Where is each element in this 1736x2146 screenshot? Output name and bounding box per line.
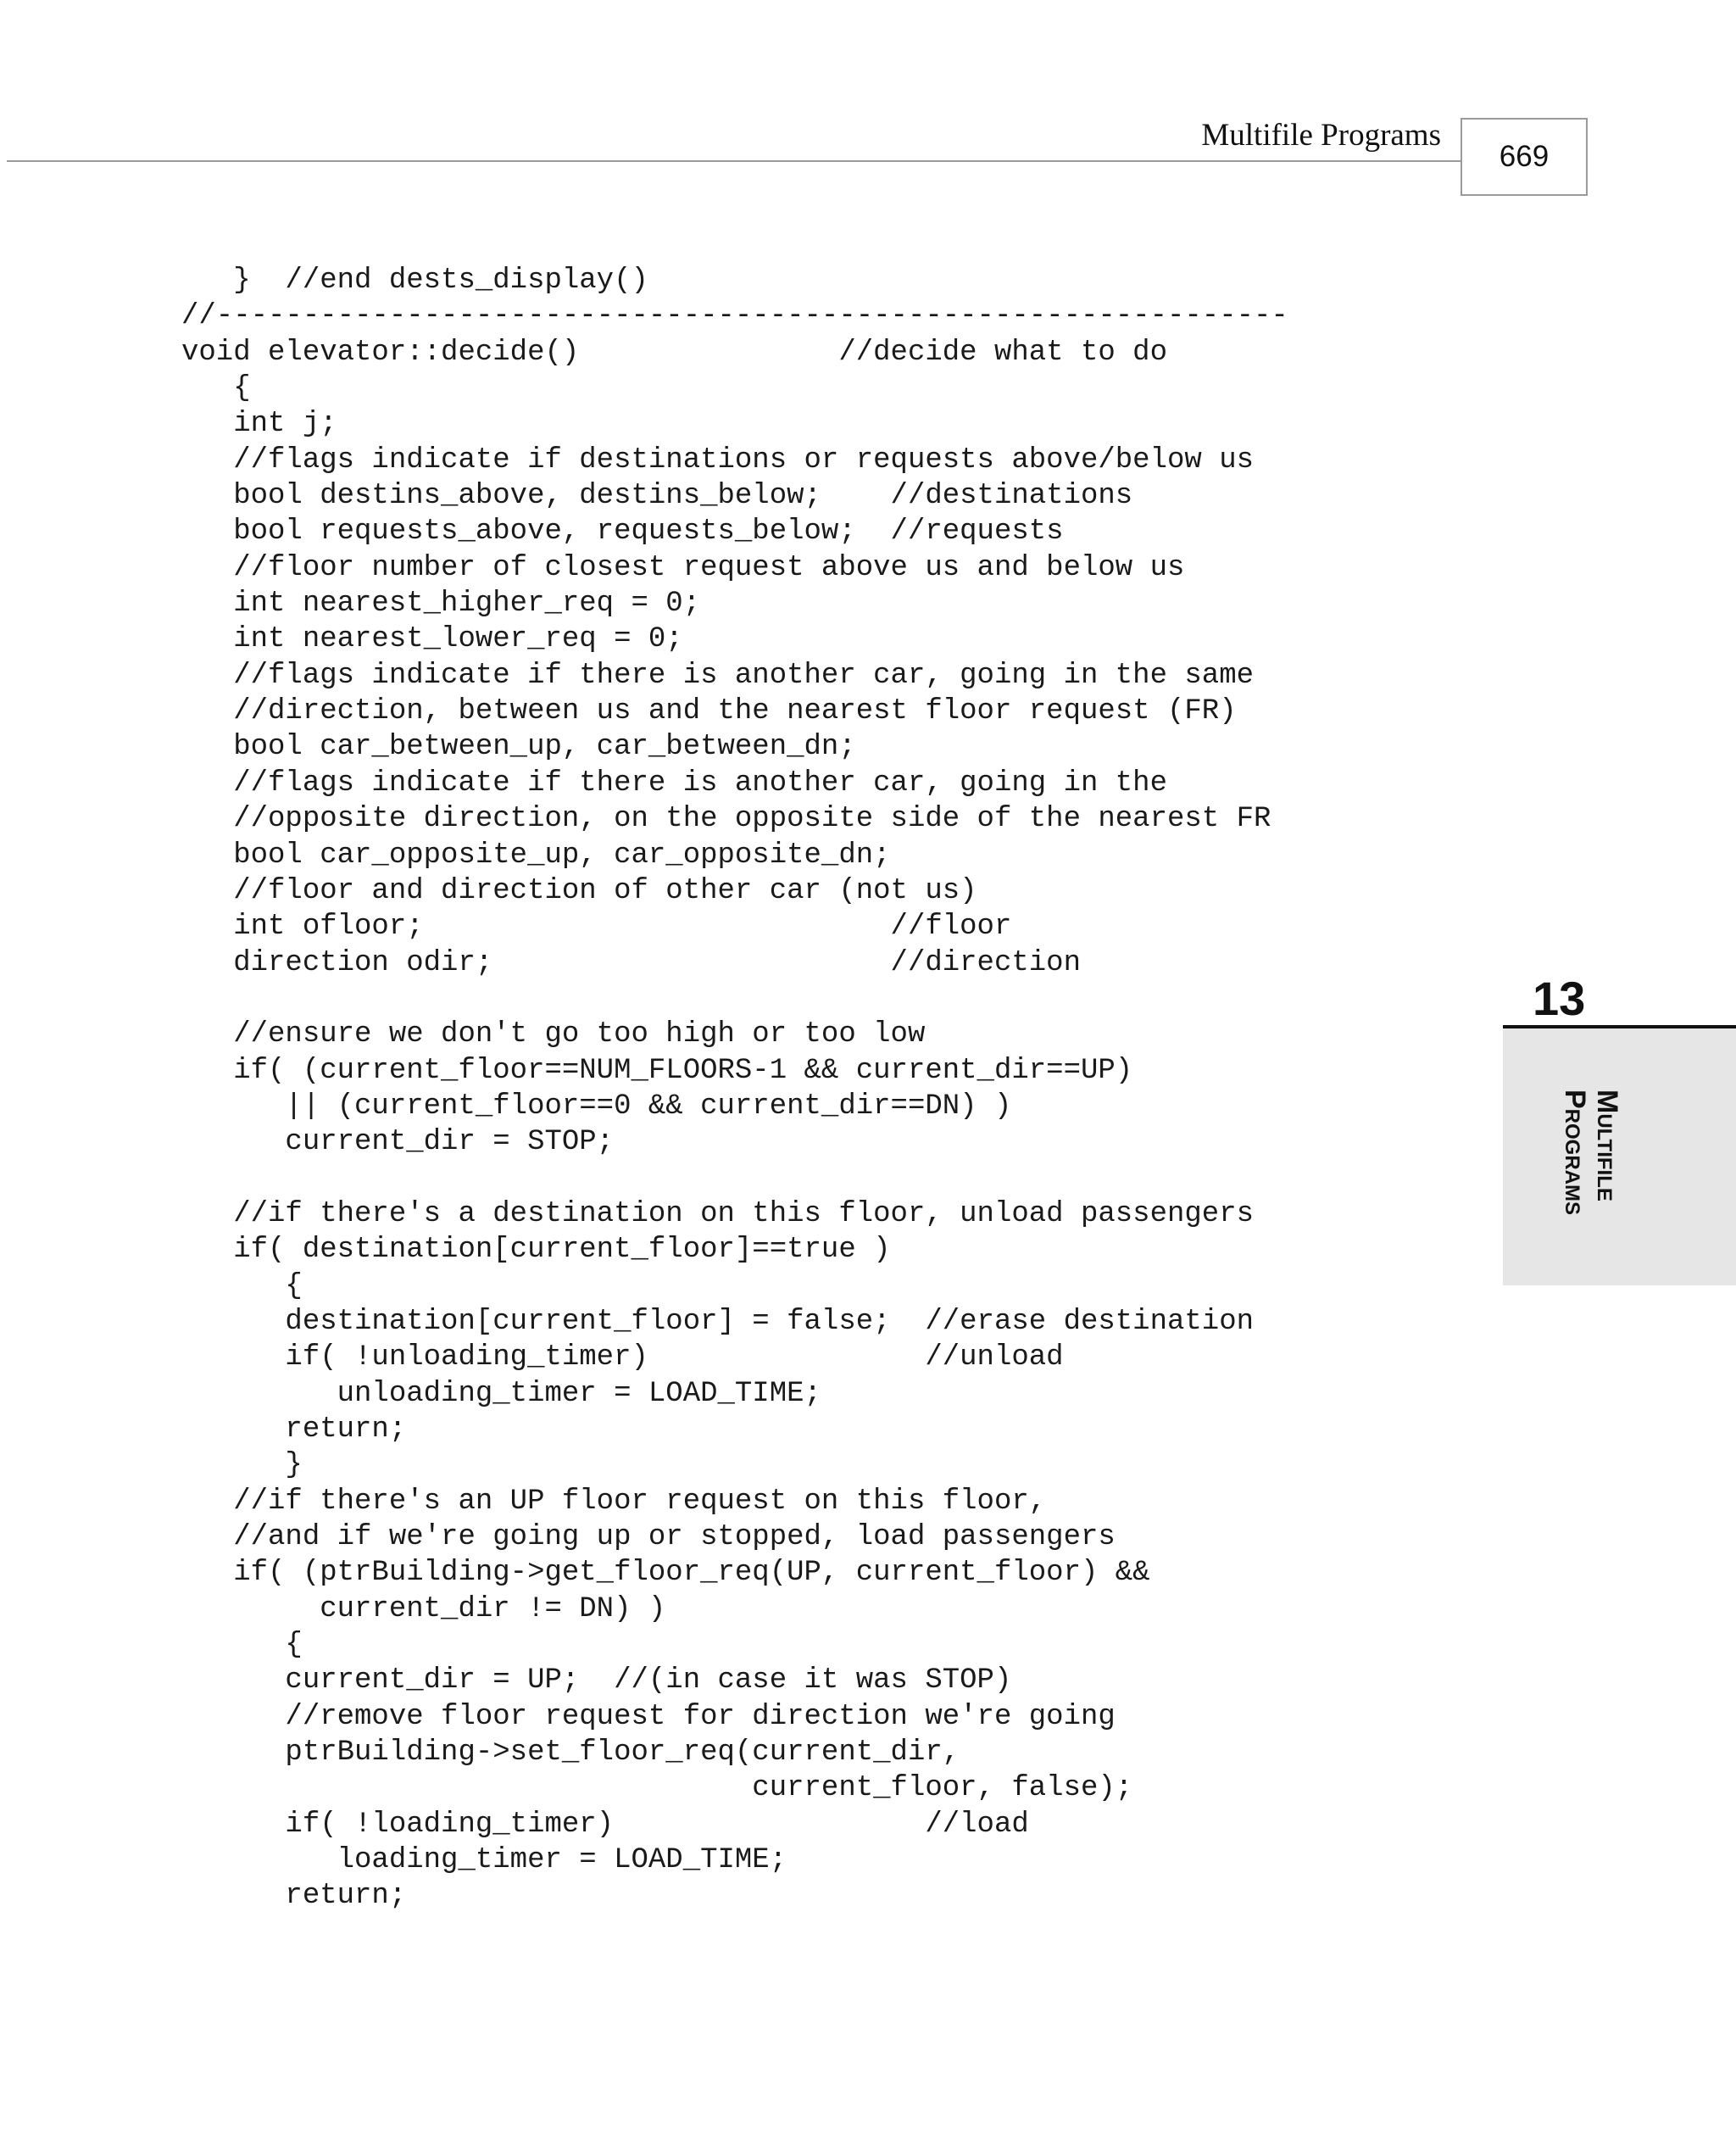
code-line: unloading_timer = LOAD_TIME; xyxy=(181,1377,821,1410)
code-line: if( !unloading_timer) //unload xyxy=(181,1341,1064,1374)
code-line: return; xyxy=(181,1413,407,1446)
code-line: { xyxy=(181,372,251,405)
code-line: //ensure we don't go too high or too low xyxy=(181,1018,926,1051)
code-line: loading_timer = LOAD_TIME; xyxy=(181,1844,787,1877)
code-line: current_dir = UP; //(in case it was STOP) xyxy=(181,1664,1012,1697)
code-line: //flags indicate if destinations or requests above/below us xyxy=(181,443,1255,477)
code-listing xyxy=(181,263,1288,1915)
code-line: //and if we're going up or stopped, load passengers xyxy=(181,1521,1116,1554)
code-line: current_dir != DN) ) xyxy=(181,1592,666,1625)
code-line: bool requests_above, requests_below; //requests xyxy=(181,516,1064,549)
code-line: { xyxy=(181,1269,303,1302)
code-line: int nearest_higher_req = 0; xyxy=(181,588,701,621)
code-line: direction odir; //direction xyxy=(181,946,1081,979)
code-line: //floor number of closest request above us and below us xyxy=(181,551,1185,584)
code-line: //flags indicate if there is another car, going in the xyxy=(181,766,1167,800)
code-line: destination[current_floor] = false; //erase destination xyxy=(181,1305,1255,1338)
code-line: //if there's a destination on this floor, unload passengers xyxy=(181,1197,1255,1230)
code-line: if( destination[current_floor]==true ) xyxy=(181,1234,891,1267)
chapter-rule xyxy=(1503,1025,1736,1028)
code-line: int ofloor; //floor xyxy=(181,911,1012,944)
header-rule xyxy=(7,160,1461,162)
code-line: //floor and direction of other car (not us) xyxy=(181,874,977,907)
code-line: //flags indicate if there is another car, going in the same xyxy=(181,659,1255,692)
page-number-box xyxy=(1461,118,1588,196)
code-line: { xyxy=(181,1629,303,1662)
code-line xyxy=(181,1161,1288,1196)
code-line: current_dir = STOP; xyxy=(181,1126,615,1159)
code-line: void elevator::decide() //decide what to do xyxy=(181,336,1167,369)
chapter-title-line-2: Programs xyxy=(1559,1090,1591,1216)
code-line: if( (current_floor==NUM_FLOORS-1 && current_dir==UP) xyxy=(181,1054,1133,1087)
code-line: //if there's an UP floor request on this floor, xyxy=(181,1485,1047,1518)
code-line: } xyxy=(181,1449,303,1482)
code-line: int nearest_lower_req = 0; xyxy=(181,623,683,656)
page-number: 669 xyxy=(1499,140,1550,173)
code-line: //opposite direction, on the opposite side of the nearest FR xyxy=(181,803,1271,836)
code-line: || (current_floor==0 && current_dir==DN) ) xyxy=(181,1090,1012,1123)
code-line: return; xyxy=(181,1880,407,1913)
code-line: bool destins_above, destins_below; //destinations xyxy=(181,480,1133,513)
chapter-number: 13 xyxy=(1533,972,1586,1025)
code-line: ptrBuilding->set_floor_req(current_dir, xyxy=(181,1736,960,1770)
code-line: if( !loading_timer) //load xyxy=(181,1808,1029,1841)
running-head: Multifile Programs xyxy=(1201,118,1441,153)
code-line: bool car_between_up, car_between_dn; xyxy=(181,731,856,764)
chapter-title-line-1: Multifile xyxy=(1591,1090,1623,1201)
code-line: current_floor, false); xyxy=(181,1772,1133,1805)
code-line: if( (ptrBuilding->get_floor_req(UP, current_floor) && xyxy=(181,1557,1150,1590)
code-line: int j; xyxy=(181,408,337,441)
code-line: bool car_opposite_up, car_opposite_dn; xyxy=(181,839,891,872)
code-line: //-------------------------------------------------------------- xyxy=(181,300,1288,333)
code-line: //remove floor request for direction we're going xyxy=(181,1700,1116,1733)
code-line: //direction, between us and the nearest floor request (FR) xyxy=(181,695,1237,728)
code-line xyxy=(181,981,1288,1017)
code-line: } //end dests_display() xyxy=(181,265,648,297)
chapter-title xyxy=(1559,1090,1623,1215)
